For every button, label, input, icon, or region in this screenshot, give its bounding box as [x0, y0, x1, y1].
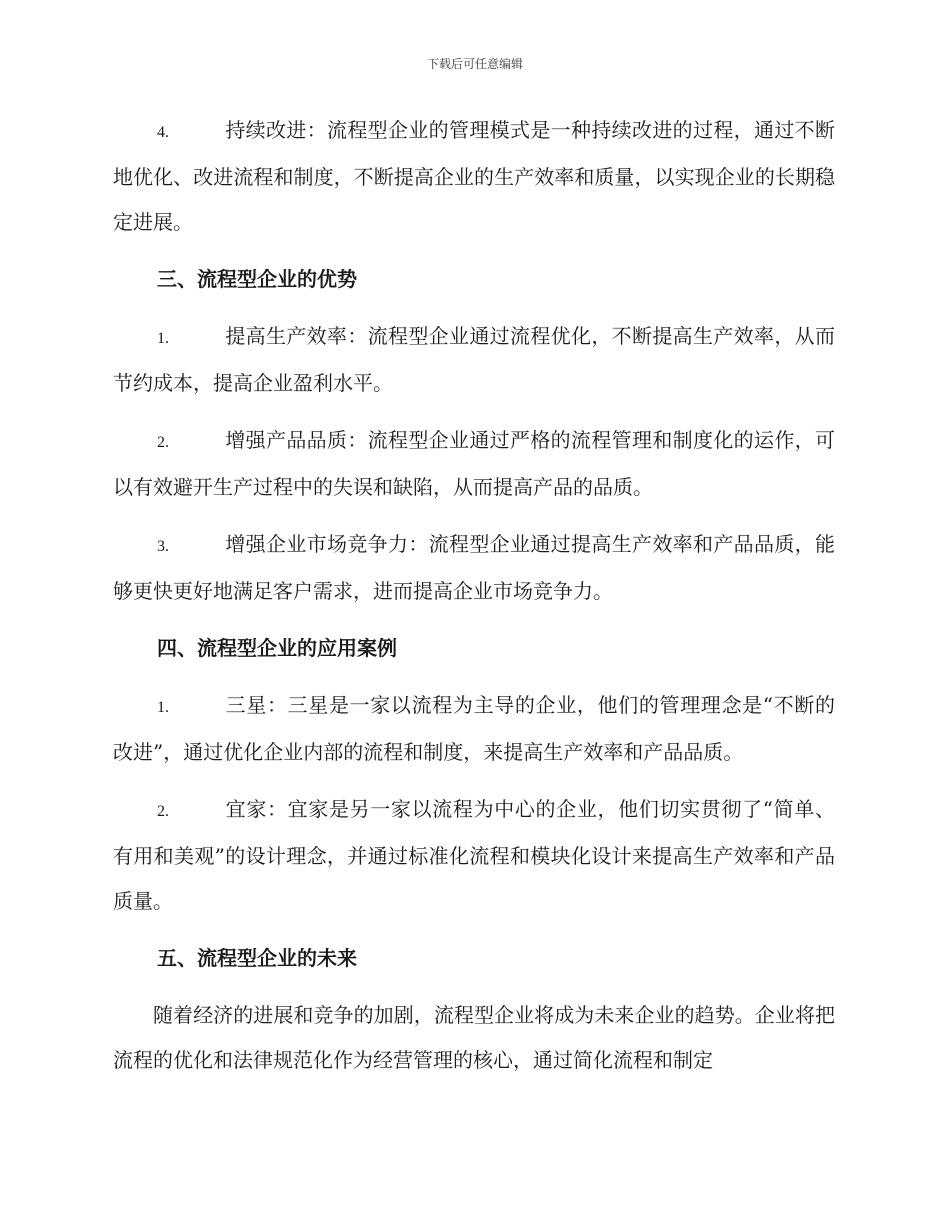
item-text: 三星：三星是一家以流程为主导的企业，他们的管理理念是“不断的改进”，通过优化企业内部的流程和制度，来提高生产效率和产品品质。	[113, 693, 835, 764]
item-number: 3.	[157, 538, 169, 555]
list-item	[113, 314, 835, 406]
section-heading: 五、流程型企业的未来	[157, 946, 357, 970]
list-item	[113, 108, 835, 245]
section-heading: 四、流程型企业的应用案例	[157, 636, 397, 660]
item-text: 提高生产效率：流程型企业通过流程优化，不断提高生产效率，从而节约成本，提高企业盈利水平。	[113, 324, 835, 395]
item-text: 持续改进：流程型企业的管理模式是一种持续改进的过程，通过不断地优化、改进流程和制度，不断提高企业的生产效率和质量，以实现企业的长期稳定进展。	[113, 118, 835, 234]
item-number: 1.	[157, 699, 169, 716]
item-text: 增强企业市场竞争力：流程型企业通过提高生产效率和产品品质，能够更快更好地满足客户需求，进而提高企业市场竞争力。	[113, 532, 835, 603]
header-note: 下载后可任意编辑	[426, 57, 523, 71]
list-item	[113, 683, 835, 775]
document-body	[113, 108, 835, 1095]
list-item	[113, 787, 835, 924]
section-heading: 三、流程型企业的优势	[157, 267, 357, 291]
item-text: 增强产品品质：流程型企业通过严格的流程管理和制度化的运作，可以有效避开生产过程中的失误和缺陷，从而提高产品的品质。	[113, 428, 835, 499]
item-number: 1.	[157, 330, 169, 347]
body-paragraph: 随着经济的进展和竞争的加剧，流程型企业将成为未来企业的趋势。企业将把流程的优化和法律规范化作为经营管理的核心，通过简化流程和制定	[113, 1003, 835, 1072]
item-number: 2.	[157, 803, 169, 820]
item-text: 宜家：宜家是另一家以流程为中心的企业，他们切实贯彻了“简单、有用和美观”的设计理念，并通过标准化流程和模块化设计来提高生产效率和产品质量。	[113, 797, 835, 913]
item-number: 2.	[157, 434, 169, 451]
list-item	[113, 418, 835, 510]
item-number: 4.	[157, 124, 169, 141]
list-item	[113, 522, 835, 614]
